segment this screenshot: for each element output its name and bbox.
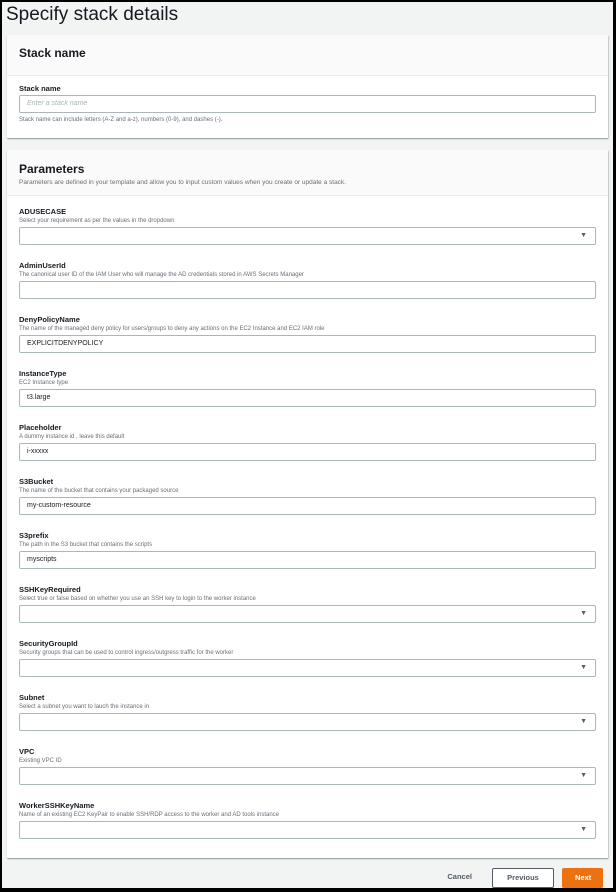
placeholder-input[interactable] — [19, 443, 596, 461]
field-hint: Stack name can include letters (A-Z and a-z), numbers (0-9), and dashes (-). — [19, 117, 223, 123]
field-description: Security groups that can be used to control ingress/outgress traffic for the worker — [19, 650, 234, 656]
previous-button[interactable]: Previous — [492, 868, 554, 888]
field-description: A dummy instance id , leave this default — [19, 434, 125, 440]
parameter-field — [19, 801, 596, 839]
panel-header — [7, 35, 608, 76]
parameter-field — [19, 747, 596, 785]
field-description: Select true or false based on whether you use an SSH key to login to the worker instance — [19, 596, 256, 602]
dropdown-caret-icon: ▼ — [580, 664, 587, 671]
panel-description: Parameters are defined in your template and allow you to input custom values when you create or update a stack. — [19, 179, 346, 186]
field-label: AdminUserId — [19, 261, 66, 270]
field-label: Placeholder — [19, 423, 62, 432]
field-label: ADUSECASE — [19, 207, 67, 216]
stack-name-field — [19, 84, 596, 126]
field-description: The canonical user ID of the IAM User who will manage the AD credentials stored in AWS Secrets Manager — [19, 272, 304, 278]
vpc-select[interactable] — [19, 767, 596, 785]
parameter-field — [19, 693, 596, 731]
dropdown-caret-icon: ▼ — [580, 610, 587, 617]
parameter-field — [19, 585, 596, 623]
field-label: S3Bucket — [19, 477, 54, 486]
field-value: i-xxxxx — [27, 448, 49, 455]
field-description: Existing VPC ID — [19, 758, 62, 764]
field-description: Name of an existing EC2 KeyPair to enable SSH/RDP access to the worker and AD tools instance — [19, 812, 280, 818]
field-label: SSHKeyRequired — [19, 585, 81, 594]
field-value: EXPLICITDENYPOLICY — [27, 340, 104, 347]
parameter-field — [19, 423, 596, 461]
workersshkeyname-select[interactable] — [19, 821, 596, 839]
field-label: Subnet — [19, 693, 45, 702]
field-description: EC2 Instance type — [19, 380, 69, 386]
field-value: my-custom-resource — [27, 502, 91, 509]
dropdown-caret-icon: ▼ — [580, 232, 587, 239]
adminuserid-input[interactable] — [19, 281, 596, 299]
parameter-field — [19, 531, 596, 569]
panel-title: Stack name — [19, 46, 86, 60]
parameter-field — [19, 639, 596, 677]
s3bucket-input[interactable] — [19, 497, 596, 515]
field-label: Stack name — [19, 84, 61, 93]
field-label: SecurityGroupId — [19, 639, 78, 648]
stack-name-input[interactable] — [19, 95, 596, 113]
stack-name-panel — [7, 35, 608, 138]
field-label: WorkerSSHKeyName — [19, 801, 95, 810]
field-value: myscripts — [27, 556, 57, 563]
field-description: The name of the bucket that contains your packaged source — [19, 488, 179, 494]
sshkeyrequired-select[interactable] — [19, 605, 596, 623]
page-title: Specify stack details — [6, 4, 179, 25]
page — [2, 2, 613, 888]
dropdown-caret-icon: ▼ — [580, 826, 587, 833]
instancetype-input[interactable] — [19, 389, 596, 407]
parameters-panel — [7, 150, 608, 858]
subnet-select[interactable] — [19, 713, 596, 731]
field-description: Select your requirement as per the values in the dropdown — [19, 218, 175, 224]
securitygroupid-select[interactable] — [19, 659, 596, 677]
parameter-field — [19, 315, 596, 353]
field-label: VPC — [19, 747, 35, 756]
field-label: DenyPolicyName — [19, 315, 80, 324]
parameter-field — [19, 261, 596, 299]
s3prefix-input[interactable] — [19, 551, 596, 569]
denypolicyname-input[interactable] — [19, 335, 596, 353]
parameter-field — [19, 207, 596, 245]
next-button[interactable]: Next — [562, 868, 603, 888]
dropdown-caret-icon: ▼ — [580, 718, 587, 725]
parameter-field — [19, 477, 596, 515]
field-description: The path in the S3 bucket that contains the scripts — [19, 542, 153, 548]
parameter-field — [19, 369, 596, 407]
panel-header — [7, 150, 608, 196]
adusecase-select[interactable] — [19, 227, 596, 245]
cancel-button[interactable]: Cancel — [447, 872, 472, 881]
field-description: Select a subnet you want to lauch the instance in — [19, 704, 150, 710]
field-label: InstanceType — [19, 369, 67, 378]
dropdown-caret-icon: ▼ — [580, 772, 587, 779]
placeholder: Enter a stack name — [27, 100, 88, 107]
field-label: S3prefix — [19, 531, 49, 540]
field-description: The name of the managed deny policy for users/groups to deny any actions on the EC2 Instance and EC2 IAM role — [19, 326, 325, 332]
field-value: t3.large — [27, 394, 51, 401]
panel-title: Parameters — [19, 162, 85, 176]
footer-actions — [435, 868, 603, 888]
